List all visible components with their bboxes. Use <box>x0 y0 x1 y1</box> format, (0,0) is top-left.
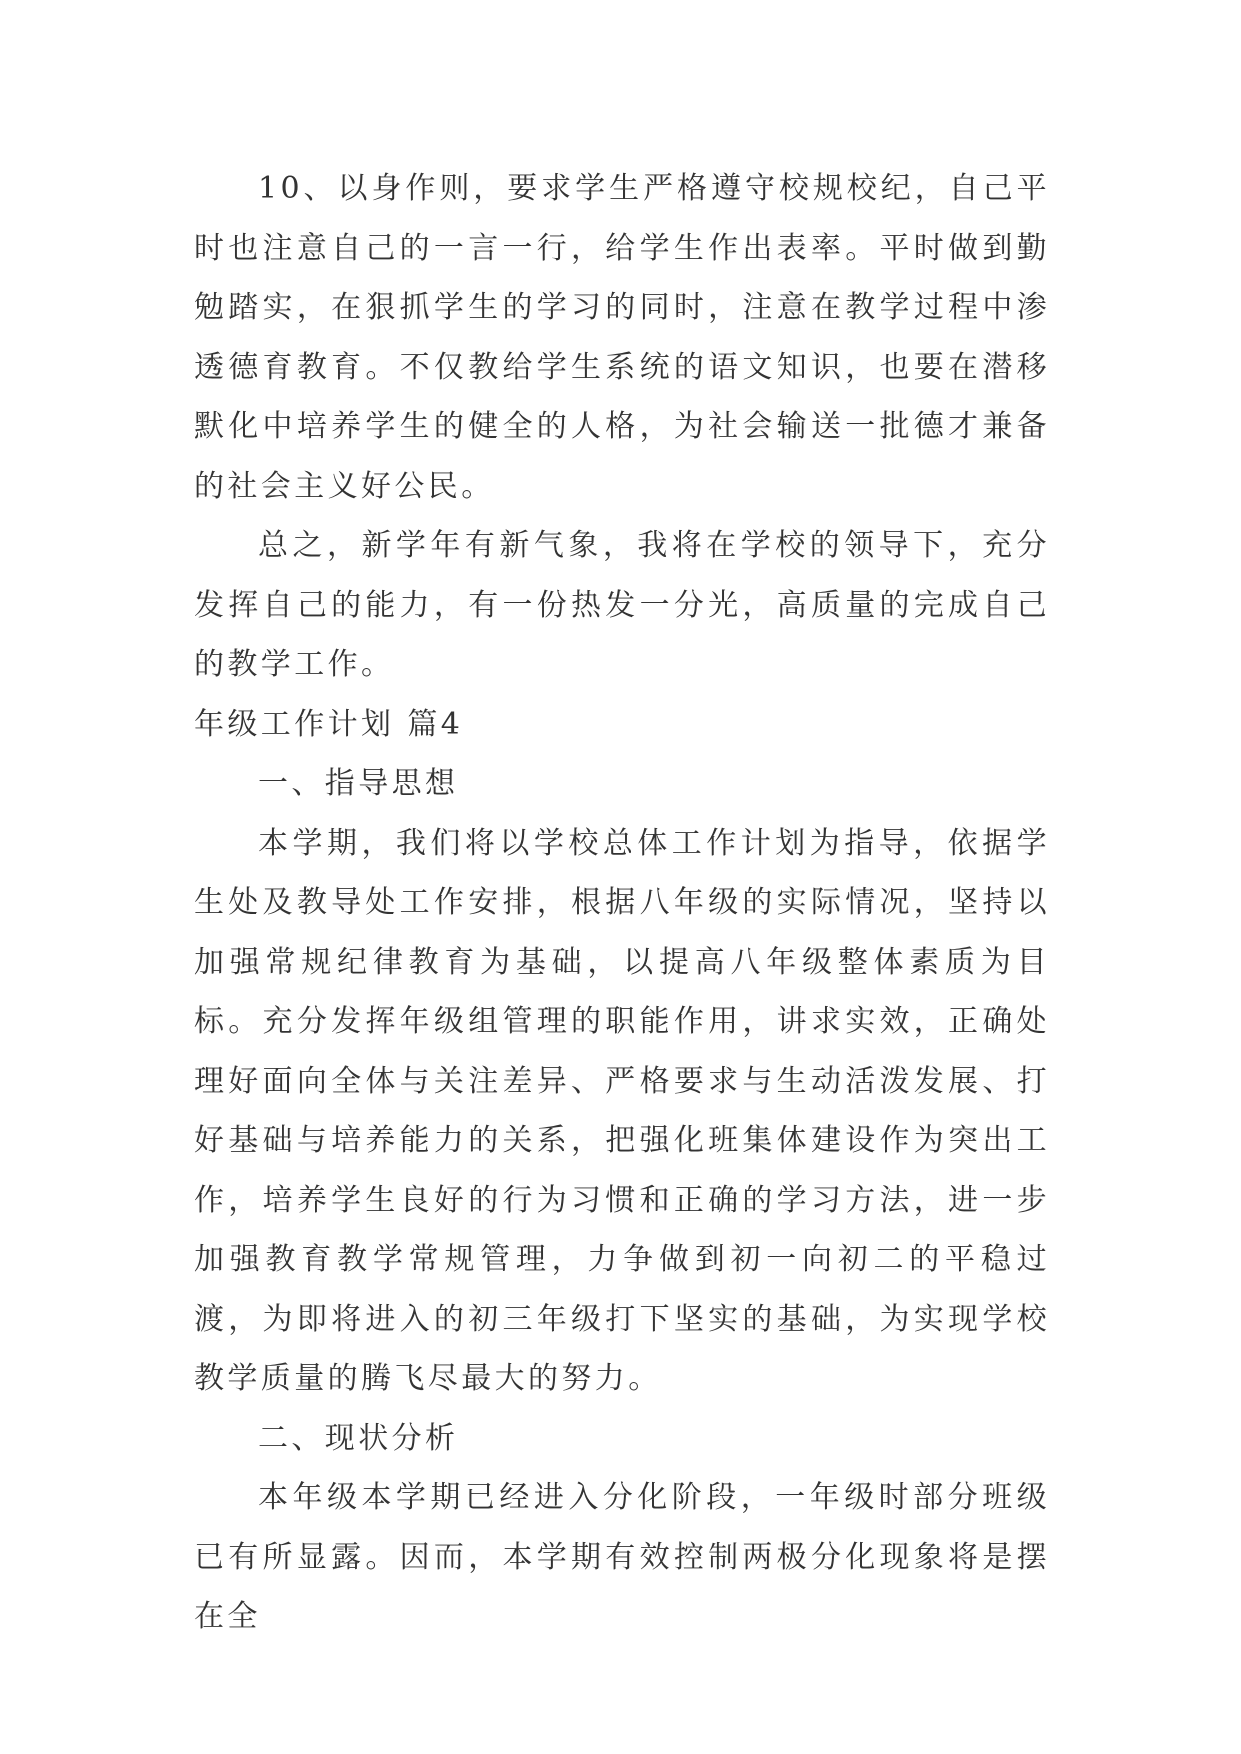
heading-guiding-ideology: 一、指导思想 <box>258 766 459 801</box>
paragraph-item-10: 10、以身作则，要求学生严格遵守校规校纪，自己平时也注意自己的一言一行，给学生作出表率。平时做到勤勉踏实，在狠抓学生的学习的同时，注意在教学过程中渗透德育教育。不仅教给学生系统的语文知识，也要在潜移默化中培养学生的健全的人格，为社会输送一批德才兼备的社会主义好公民。 <box>194 171 1050 504</box>
paragraph-summary: 总之，新学年有新气象，我将在学校的领导下，充分发挥自己的能力，有一份热发一分光，高质量的完成自己的教学工作。 <box>194 528 1050 682</box>
document-body <box>194 159 1050 1647</box>
paragraph-status-analysis: 本年级本学期已经进入分化阶段，一年级时部分班级已有所显露。因而，本学期有效控制两极分化现象将是摆在全 <box>194 1480 1050 1634</box>
paragraph-guiding-ideology: 本学期，我们将以学校总体工作计划为指导，依据学生处及教导处工作安排，根据八年级的实际情况，坚持以加强常规纪律教育为基础，以提高八年级整体素质为目标。充分发挥年级组管理的职能作用，讲求实效，正确处理好面向全体与关注差异、严格要求与生动活泼发展、打好基础与培养能力的关系，把强化班集体建设作为突出工作，培养学生良好的行为习惯和正确的学习方法，进一步加强教育教学常规管理，力争做到初一向初二的平稳过渡，为即将进入的初三年级打下坚实的基础，为实现学校教学质量的腾飞尽最大的努力。 <box>194 825 1050 1396</box>
heading-status-analysis: 二、现状分析 <box>258 1420 459 1456</box>
section-title: 年级工作计划 篇4 <box>194 706 464 742</box>
